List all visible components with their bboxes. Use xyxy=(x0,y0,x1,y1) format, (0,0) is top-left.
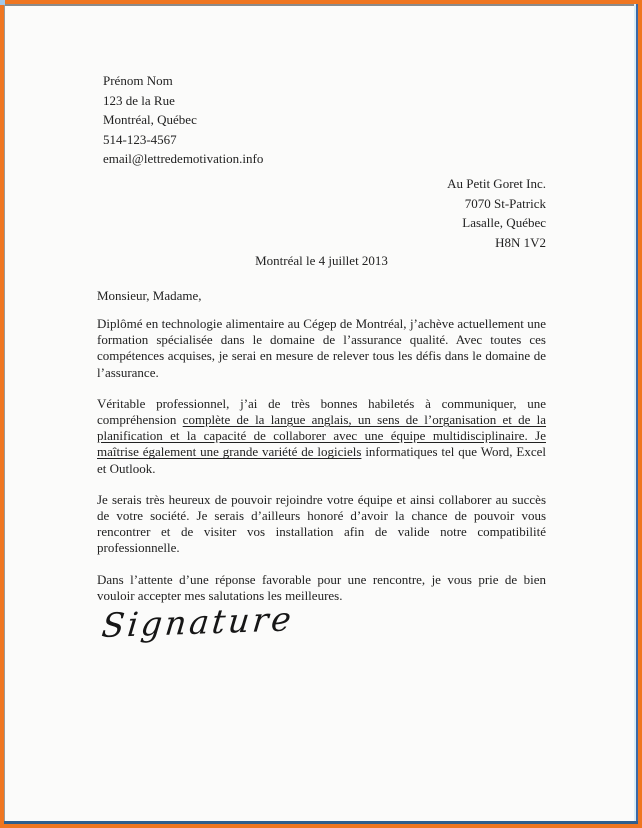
address-line: 514-123-4567 xyxy=(103,131,177,147)
address-line: Montréal, Québec xyxy=(103,112,197,127)
address-line: H8N 1V2 xyxy=(495,234,546,250)
address-line: Prénom Nom xyxy=(103,73,173,88)
salutation: Monsieur, Madame, xyxy=(97,288,202,303)
underlined-text-segment: complète de la langue anglais, un sens de l’organisation et de la planification et la capacité de collaborer avec une équipe multidisciplinaire. Je maîtrise également une grande variété de logiciels xyxy=(97,412,547,460)
frame-left-line xyxy=(4,4,5,824)
text-segment: Dans l’attente d’une réponse favorable pour une rencontre, je vous prie de bien vouloir accepter mes salutations les meilleures. xyxy=(97,571,546,603)
address-line: 7070 St-Patrick xyxy=(464,195,546,211)
text-segment: Je serais très heureux de pouvoir rejoindre votre équipe et ainsi collaborer au succès de votre société. Je serais d’ailleurs honoré d’avoir la chance de pouvoir vous rencontrer et de visiter vos installation afin de valide notre compatibilité professionnelle. xyxy=(97,491,546,556)
address-line: email@lettredemotivation.info xyxy=(103,151,264,166)
date-line: Montréal le 4 juillet 2013 xyxy=(255,253,388,268)
sender-address-block xyxy=(103,71,263,169)
frame-bottom-line xyxy=(4,821,638,824)
body-paragraphs xyxy=(97,316,546,619)
address-line: Au Petit Goret Inc. xyxy=(447,176,546,191)
address-line: 123 de la Rue xyxy=(103,92,175,108)
body-paragraph xyxy=(97,572,546,604)
frame-right-line xyxy=(636,4,638,821)
text-segment: Diplômé en technologie alimentaire au Cégep de Montréal, j’achève actuellement une formation spécialisée dans le domaine de l’assurance qualité. Avec toutes ces compétences acquises, je serai en mesure de relever tous les défis dans le domaine de l’assurance. xyxy=(97,316,546,380)
recipient-address-block xyxy=(447,174,546,252)
text-segment: Véritable professionnel, j’ai de très bonnes habiletés à communiquer, une compréhension xyxy=(97,395,546,428)
address-line: Lasalle, Québec xyxy=(462,215,546,230)
body-paragraph xyxy=(97,492,546,557)
body-paragraph xyxy=(97,396,546,477)
text-segment: informatiques tel que Word, Excel et Outlook. xyxy=(97,444,547,476)
frame-top-line xyxy=(4,4,638,6)
frame-corner-square xyxy=(0,0,5,5)
body-paragraph xyxy=(97,316,546,381)
signature-text: Signature xyxy=(99,599,296,646)
